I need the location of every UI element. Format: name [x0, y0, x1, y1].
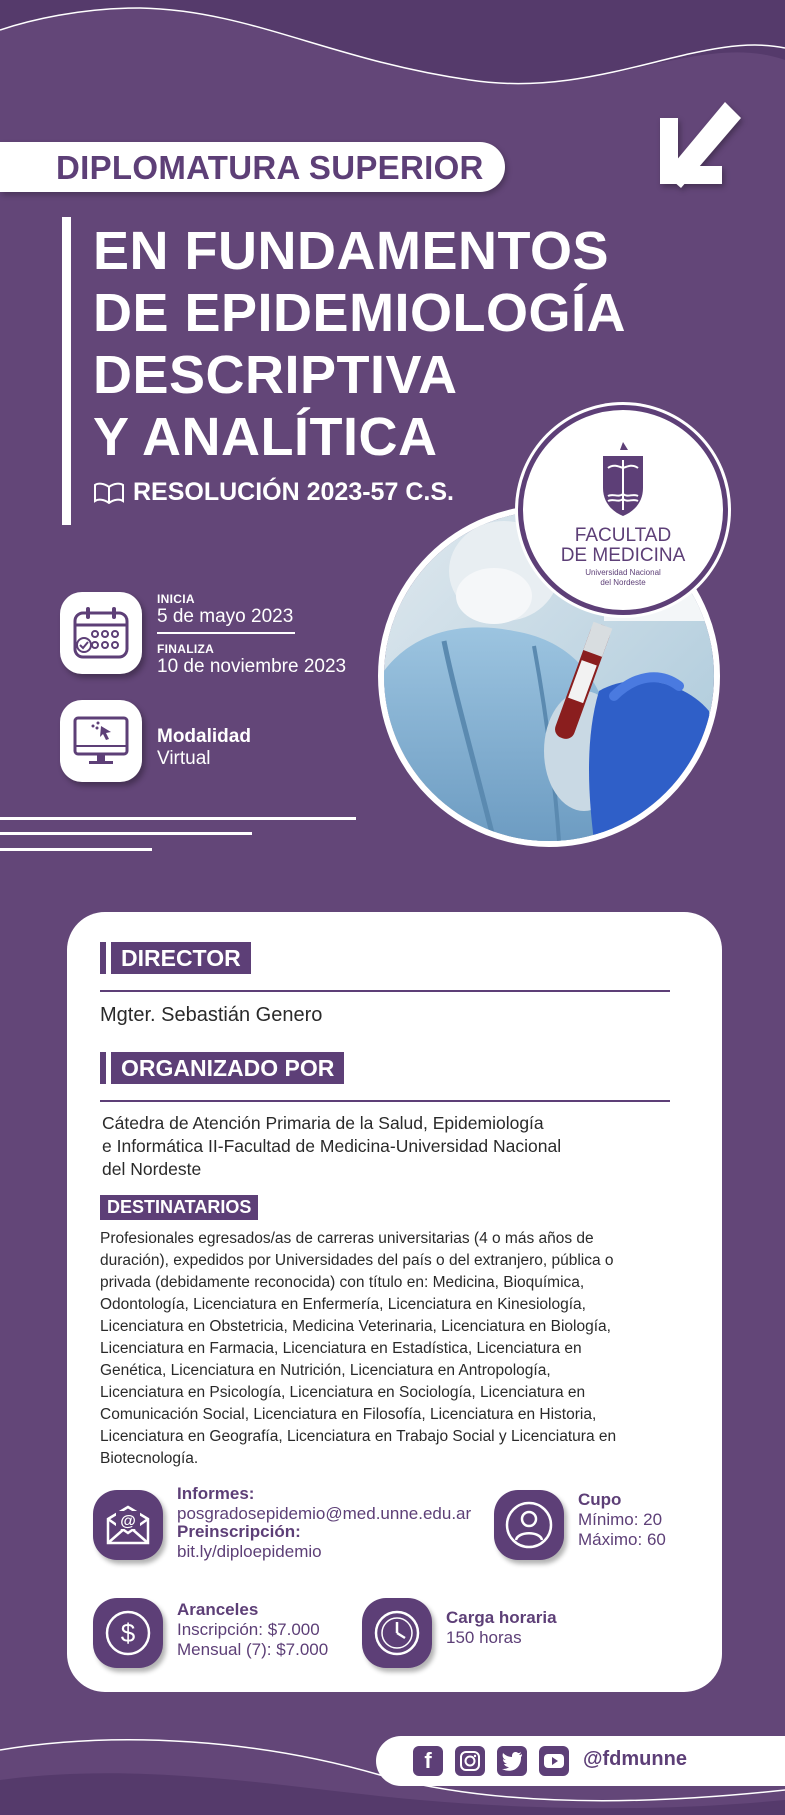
envelope-icon: [104, 1503, 152, 1547]
director-heading: [100, 942, 251, 974]
organizer-line: e Informática II-Facultad de Medicina-Universidad Nacional: [102, 1136, 562, 1156]
resolution-line: [93, 478, 454, 507]
audience-line: Profesionales egresados/as de carreras universitarias (4 o más años de: [100, 1230, 594, 1247]
audience-text: [100, 1228, 616, 1470]
director-name: Mgter. Sebastián Genero: [100, 1004, 323, 1026]
end-date: 10 de noviembre 2023: [157, 656, 347, 677]
computer-icon: [71, 714, 131, 768]
fees-tile: [93, 1598, 163, 1668]
hours-label: Carga horaria: [446, 1608, 557, 1627]
audience-line: Odontología, Licenciatura en Enfermería, Licenciatura en Kinesiología,: [100, 1296, 586, 1313]
social-bar: [376, 1736, 785, 1786]
modality-tile: [60, 700, 142, 782]
audience-heading: DESTINATARIOS: [100, 1195, 258, 1220]
details-card: [67, 912, 722, 1692]
page-title: [93, 220, 626, 468]
twitter-icon[interactable]: [497, 1746, 527, 1776]
audience-line: privada (debidamente reconocida) con título en: Medicina, Bioquímica,: [100, 1274, 585, 1291]
organizer-heading: [100, 1052, 344, 1084]
organizer-heading-label: ORGANIZADO POR: [111, 1052, 344, 1084]
university-name-line: del Nordeste: [600, 578, 646, 587]
audience-line: Licenciatura en Psicología, Licenciatura en Sociología, Licenciatura en: [100, 1384, 586, 1401]
user-icon: [504, 1500, 554, 1550]
quota-tile: [494, 1490, 564, 1560]
title-line: Y ANALÍTICA: [93, 407, 438, 467]
audience-line: Genética, Licenciatura en Nutrición, Licenciatura en Antropología,: [100, 1362, 551, 1379]
audience-line: Licenciatura en Obstetricia, Medicina Veterinaria, Licenciatura en Biología,: [100, 1318, 611, 1335]
audience-line: Licenciatura en Farmacia, Licenciatura en Estadística, Licenciatura en: [100, 1340, 582, 1357]
university-name: [523, 568, 723, 588]
start-label: INICIA: [157, 592, 195, 606]
hours-value: 150 horas: [446, 1628, 522, 1647]
arrow-down-left-icon: [645, 88, 755, 198]
contact-email[interactable]: posgradosepidemio@med.unne.edu.ar: [177, 1504, 472, 1523]
audience-line: Biotecnología.: [100, 1450, 199, 1467]
book-icon: [93, 482, 125, 504]
fees-enrollment: Inscripción: $7.000: [177, 1620, 320, 1639]
calendar-tile: [60, 592, 142, 674]
organizer-line: del Nordeste: [102, 1159, 202, 1179]
audience-line: duración), expedidos por Universidades del país o del extranjero, pública o: [100, 1252, 614, 1269]
start-date: 5 de mayo 2023: [157, 606, 294, 627]
faculty-name-line: FACULTAD: [574, 525, 672, 546]
title-line: EN FUNDAMENTOS: [93, 221, 610, 281]
decor-line: [0, 817, 356, 820]
prereg-label: Preinscripción:: [177, 1522, 301, 1541]
title-accent-bar: [62, 217, 71, 525]
clock-icon: [372, 1608, 422, 1658]
title-line: DE EPIDEMIOLOGÍA: [93, 283, 627, 343]
program-type-label: DIPLOMATURA SUPERIOR: [56, 149, 484, 186]
modality-label: Modalidad: [157, 726, 251, 747]
email-tile: [93, 1490, 163, 1560]
dollar-icon: [103, 1608, 153, 1658]
faculty-name-line: DE MEDICINA: [560, 545, 686, 566]
date-divider: [157, 632, 295, 634]
organizer-text: [102, 1112, 561, 1181]
university-name-line: Universidad Nacional: [585, 568, 661, 577]
decor-line: [0, 832, 252, 835]
quota-label: Cupo: [578, 1490, 622, 1509]
end-label: FINALIZA: [157, 642, 215, 656]
prereg-link[interactable]: bit.ly/diploepidemio: [177, 1542, 322, 1561]
quota-max: Máximo: 60: [578, 1530, 666, 1549]
hours-tile: [362, 1598, 432, 1668]
fees-label: Aranceles: [177, 1600, 259, 1619]
program-type-pill: [0, 142, 505, 192]
instagram-icon[interactable]: [455, 1746, 485, 1776]
modality-value: Virtual: [157, 748, 211, 769]
quota-min: Mínimo: 20: [578, 1510, 663, 1529]
calendar-icon: [71, 605, 131, 661]
svg-text:@: @: [120, 1513, 136, 1530]
section-divider: [100, 1100, 670, 1102]
youtube-icon[interactable]: [539, 1746, 569, 1776]
fees-monthly: Mensual (7): $7.000: [177, 1640, 329, 1659]
faculty-name: [523, 526, 723, 566]
svg-text:$: $: [120, 1618, 136, 1648]
audience-line: Licenciatura en Geografía, Licenciatura en Trabajo Social y Licenciatura en: [100, 1428, 617, 1445]
audience-line: Comunicación Social, Licenciatura en Filosofía, Licenciatura en Historia,: [100, 1406, 597, 1423]
resolution-text: RESOLUCIÓN 2023-57 C.S.: [133, 478, 454, 506]
section-divider: [100, 990, 670, 992]
director-heading-label: DIRECTOR: [111, 942, 251, 974]
decor-line: [0, 848, 152, 851]
organizer-line: Cátedra de Atención Primaria de la Salud, Epidemiología: [102, 1113, 544, 1133]
title-line: DESCRIPTIVA: [93, 345, 458, 405]
facebook-icon[interactable]: f: [413, 1746, 443, 1776]
info-label: Informes:: [177, 1484, 255, 1503]
faculty-logo: [518, 405, 728, 615]
faculty-shield-icon: [598, 438, 648, 518]
social-handle[interactable]: @fdmunne: [583, 1748, 687, 1770]
